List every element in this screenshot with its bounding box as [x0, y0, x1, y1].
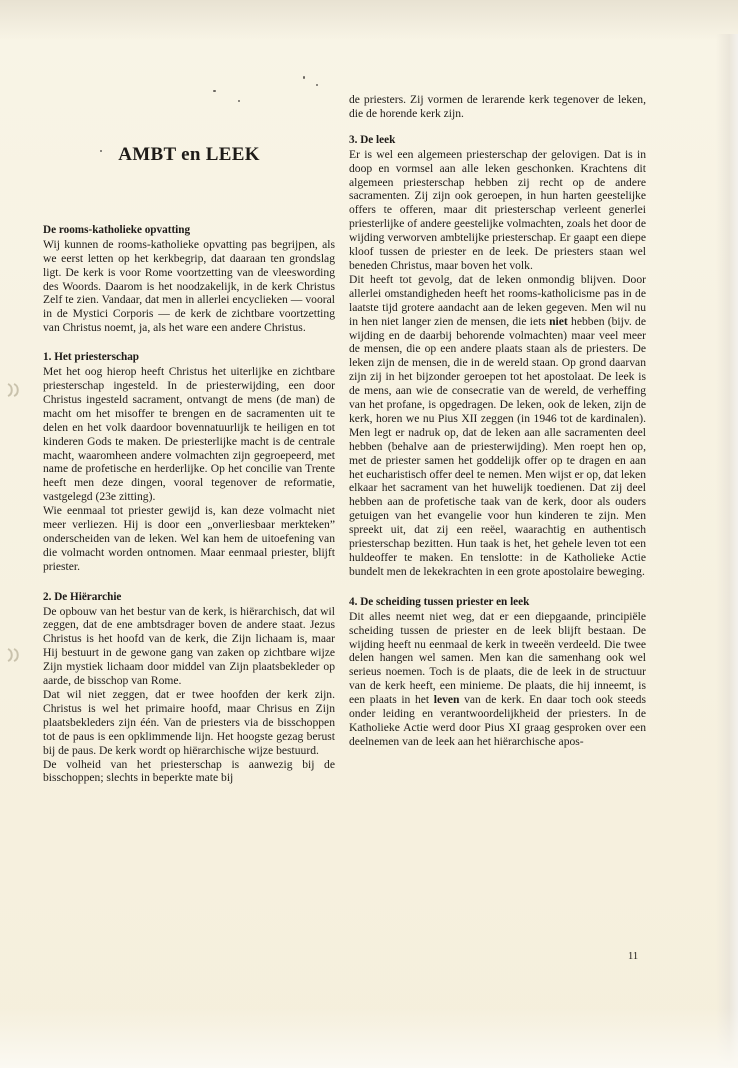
section-heading-leek: 3. De leek	[349, 133, 396, 146]
paragraph: Wie eenmaal tot priester gewijd is, kan deze volmacht niet meer verliezen. Hij is door een „onverliesbaar merkteken” onderscheiden van de leken. Wel kan hem de uitoefening van die volmacht worden ontnomen. Maar eenmaal priester, blijft priester.	[43, 504, 335, 573]
scan-speck	[303, 76, 305, 79]
paragraph: De opbouw van het bestur van de kerk, is hiërarchisch, dat wil zeggen, dat de ene ambtsdrager boven de andere staat. Jezus Christus is het hoofd van de kerk, die Zijn lichaam is, maar Hij bestuurt in de gewone gang van zaken op zichtbare wijze Zijn mystiek lichaam door middel van Zijn plaatsbekleder op aarde, de bisschop van Rome.	[43, 604, 335, 688]
right-column	[349, 93, 646, 749]
scan-right-edge	[716, 34, 738, 1068]
section-heading-scheiding: 4. De scheiding tussen priester en leek	[349, 595, 530, 608]
paragraph: Met het oog hierop heeft Christus het uiterlijke en zichtbare priesterschap ingesteld. In de priesterwijding, een door Christus ingesteld sacrament, ontvangt de mens (de man) de macht om het misoffer te brengen en de sacramenten uit te delen en het volk daardoor bovennatuurlijk te heiligen en tot kinderen Gods te maken. De priesterlijke macht is de centrale macht, waaromheen andere volmachten zijn gegroepeerd, met name de profetische en herderlijke. Op het concilie van Trente heeft men deze dingen, vooral tegenover de reformatie, vastgelegd (23e zitting).	[43, 365, 335, 504]
paragraph	[349, 610, 646, 749]
section-heading-hierarchie: 2. De Hiërarchie	[43, 590, 122, 603]
paragraph: Dat wil niet zeggen, dat er twee hoofden der kerk zijn. Christus is wel het primaire hoofd, maar Chrisus en Zijn plaatsbekleders zijn één. Van de priesters via de bisschoppen tot de paus is een opklimmende lijn. Het hoogste gezag berust bij de paus. De kerk wordt op hiërarchische wijze bestuurd.	[43, 688, 335, 757]
paragraph: Er is wel een algemeen priesterschap der gelovigen. Dat is in doop en vormsel aan alle leken geschonken. Krachtens dit algemeen priesterschap hebben zij recht op de andere sacramenten. Zij zijn ook geroepen, in hun harten geestelijke offers te offeren, maar dit priesterschap verleent generlei priesterlijke of andere geestelijke volmachten, zoals het door de wijding verworven ambtelijke priesterschap. Er gaapt een diepe kloof tussen de priester en de leek. De priesters staan wel beneden Christus, maar boven het volk.	[349, 147, 646, 272]
scan-top-shadow	[0, 0, 738, 40]
text-run: Dit alles neemt niet weg, dat er een diepgaande, principiële scheiding tussen de priester en de leek blijft bestaan. De wijding heeft nu eenmaal de kerk in tweeën verdeeld. Die twee delen hangen wel samen. Men kan die samenhang ook wel serieus noemen. Toch is de plaats, die de leek in de structuur van de kerk heeft, een minieme. De plaats, die hij inneemt, is een plaats in het	[349, 609, 646, 707]
binder-hole-mark-icon	[4, 381, 26, 399]
text-run: hebben (bijv. de wijding en de daarbij behorende volmachten) maar veel meer de mensen, die op een andere plaats staan als de priesters. De leken zijn de mensen, die in de wereld staan. Op grond daarvan zijn zij in het bijzonder geroepen tot het apostolaat. De leek is de mens, aan wie de consecratie van de wereld, de verheffing van het profane, is opgedragen. De leken, ook de leken, zijn de kerk, horen we nu Pius XII zeggen (in 1946 tot de kardinalen). Men legt er nadruk op, dat de leken aan alle sacramenten deel hebben (behalve aan de priesterwijding). Men roept hen op, met de priester samen het goddelijk offer op te dragen en aan het eucharistisch offer deel te nemen. Men wijst er op, dat leken elkaar het sacrament van het huwelijk toedienen. Dat zij deel hebben aan de profetische taak van de kerk, door als ouders getuigen van het evangelie voor hun kinderen te zijn. Men spreekt uit, dat zij een reëel, waarachtig en authentisch priesterschap bezitten. Hun taak is het, het gehele leven tot een huldeoffer te maken. En tenslotte: in de Katholieke Actie bundelt men de lekekrachten in een grote apostolaire beweging.	[349, 314, 646, 578]
scan-bottom-shadow	[0, 1008, 738, 1068]
page-number: 11	[628, 951, 639, 962]
paragraph-continued: de priesters. Zij vormen de lerarende kerk tegenover de leken, die de horende kerk zijn.	[349, 93, 646, 120]
article-title: AMBT en LEEK	[118, 144, 260, 165]
emphasis-niet: niet	[549, 314, 568, 328]
emphasis-leven: leven	[433, 693, 460, 707]
text-run: van de kerk. En daar toch ook steeds onder leiding en verantwoordelijkheid der priesters. In de Katholieke Actie werd door Pius XI graag gesproken over een deelnemen van de leek aan het hiërarchische apos-	[349, 693, 646, 748]
paragraph	[349, 273, 646, 579]
section-heading-priesterschap: 1. Het priesterschap	[43, 351, 140, 364]
paragraph: Wij kunnen de rooms-katholieke opvatting pas begrijpen, als we eerst letten op het kerkbegrip, dat daaraan ten grondslag ligt. De kerk is voor Rome voortzetting van de vleeswording des Woords. Daarom is het noodzakelijk, in de kerk Christus Zelf te zien. Vandaar, dat men in allerlei encyclieken — vooral in de Mystici Corporis — de kerk de zichtbare voortzetting van Christus noemt, ja, als het ware een andere Christus.	[43, 237, 335, 335]
text-run: Dit heeft tot gevolg, dat de leken onmondig blijven. Door allerlei omstandigheden heeft het rooms-katholicisme pas in de laatste tijd grotere aandacht aan de leken gegeven. Men wil nu in hen niet langer zien de mensen, die iets	[349, 272, 646, 328]
left-column	[43, 80, 335, 785]
section-heading-rk-opvatting: De rooms-katholieke opvatting	[43, 223, 191, 236]
binder-hole-mark-icon	[4, 646, 26, 664]
paragraph: De volheid van het priesterschap is aanwezig bij de bisschoppen; slechts in beperkte mate bij	[43, 757, 335, 785]
